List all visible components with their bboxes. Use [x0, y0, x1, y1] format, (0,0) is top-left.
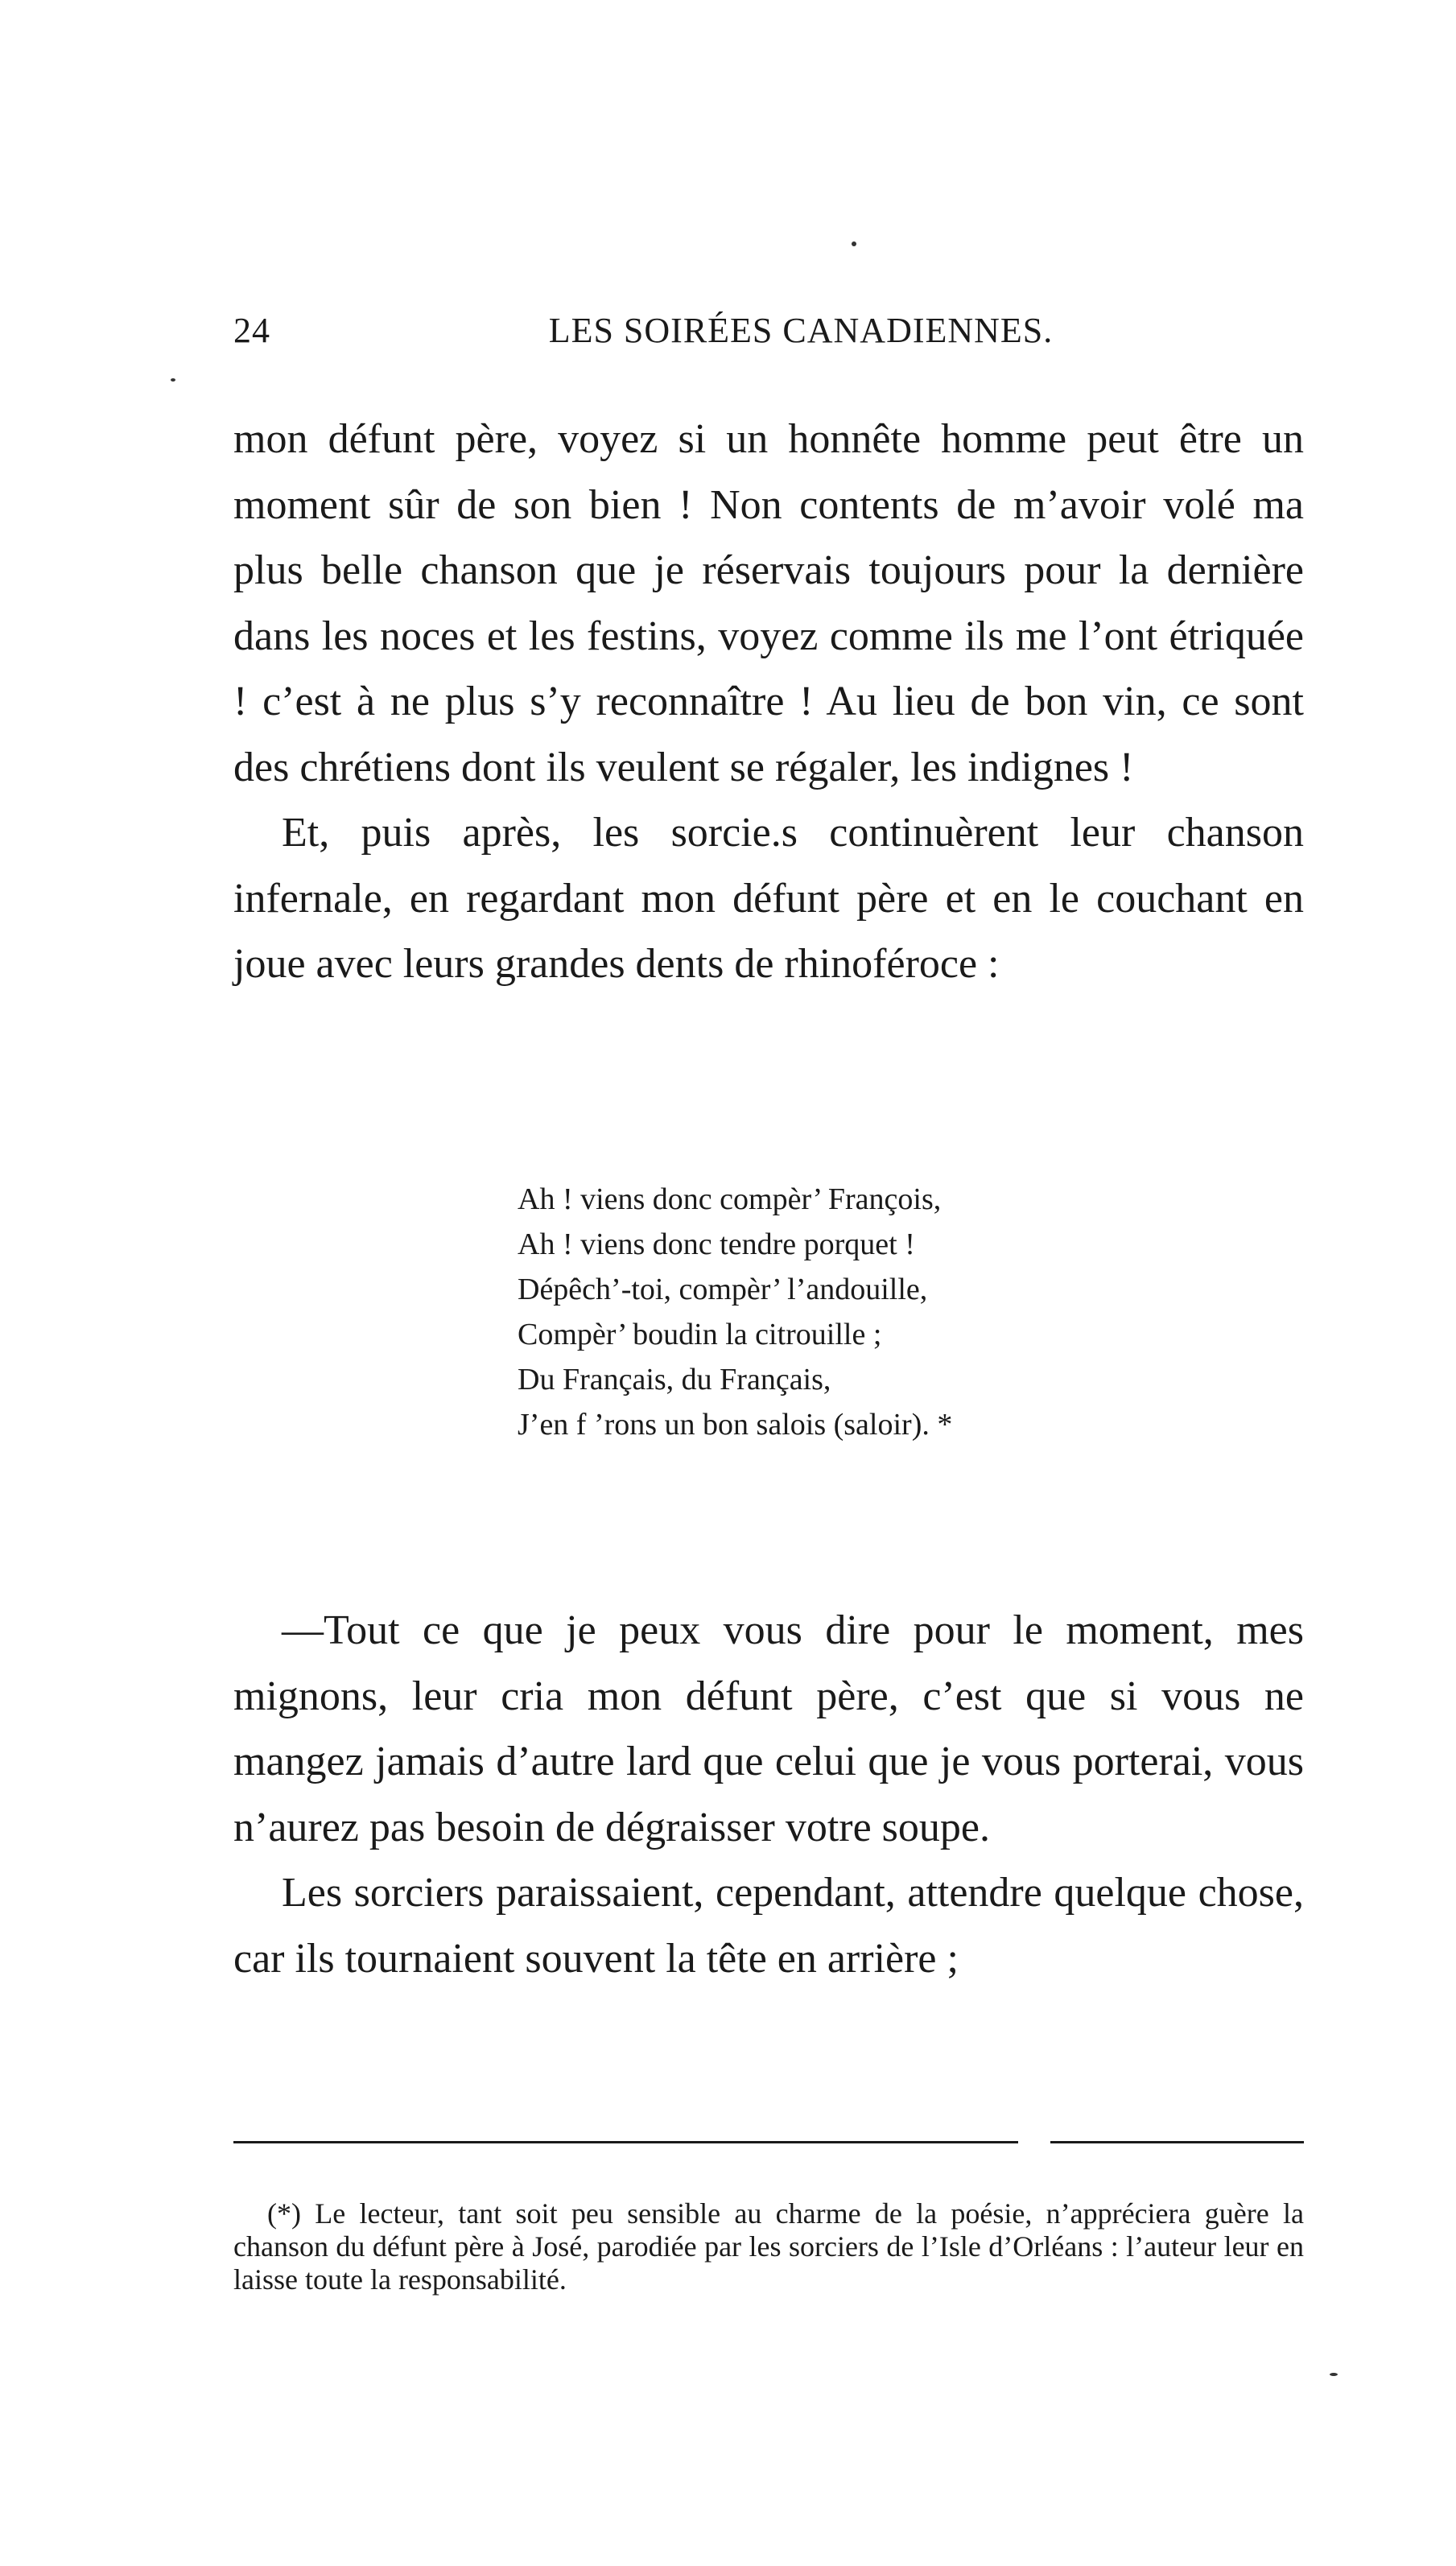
verse-line: Ah ! viens donc tendre porquet ! [518, 1227, 915, 1261]
verse-line: Ah ! viens donc compèr’ François, [518, 1182, 942, 1216]
ink-speck [852, 241, 856, 246]
ink-speck [171, 378, 175, 382]
footnote [233, 2197, 1304, 2296]
running-title: LES SOIRÉES CANADIENNES. [548, 311, 1054, 350]
verse-line: Du Français, du Français, [518, 1363, 831, 1396]
paragraph-continued: mon défunt père, voyez si un honnête homme peut être un moment sûr de son bien ! Non contents de m’avoir volé ma plus belle chanson que je réservais toujours pour la dernière dans les noces et les festins, voyez comme ils me l’ont étriquée ! c’est à ne plus s’y reconnaître ! Au lieu de bon vin, ce sont des chrétiens dont ils veulent se régaler, les indignes ! [233, 416, 1304, 790]
footnote-rule [233, 2141, 1018, 2143]
main-text-top [233, 406, 1304, 997]
paragraph: Les sorciers paraissaient, cependant, attendre quelque chose, car ils tournaient souvent la tête en arrière ; [233, 1870, 1304, 1982]
verse-line: J’en f ’rons un bon salois (saloir). * [518, 1408, 953, 1442]
page-number: 24 [233, 311, 270, 350]
running-head [233, 310, 1304, 366]
main-text-bottom [233, 1598, 1304, 1991]
footnote-rule-short [1050, 2141, 1304, 2143]
song-verse [518, 1177, 952, 1447]
footnote-text: (*) Le lecteur, tant soit peu sensible au charme de la poésie, n’appréciera guère la chanson du défunt père à José, parodiée par les sorciers de l’Isle d’Orléans : l’auteur leur en laisse toute la responsabilité. [233, 2197, 1304, 2296]
ink-speck [1330, 2373, 1338, 2376]
paragraph: —Tout ce que je peux vous dire pour le moment, mes mignons, leur cria mon défunt père, c’est que si vous ne mangez jamais d’autre lard que celui que je vous porterai, vous n’aurez pas besoin de dégraisser votre soupe. [233, 1607, 1304, 1850]
verse-line: Compèr’ boudin la citrouille ; [518, 1318, 882, 1351]
verse-line: Dépêch’-toi, compèr’ l’andouille, [518, 1273, 928, 1306]
paragraph: Et, puis après, les sorcie.s continuèrent leur chanson infernale, en regardant mon défunt père et en le couchant en joue avec leurs grandes dents de rhinoféroce : [233, 810, 1304, 987]
